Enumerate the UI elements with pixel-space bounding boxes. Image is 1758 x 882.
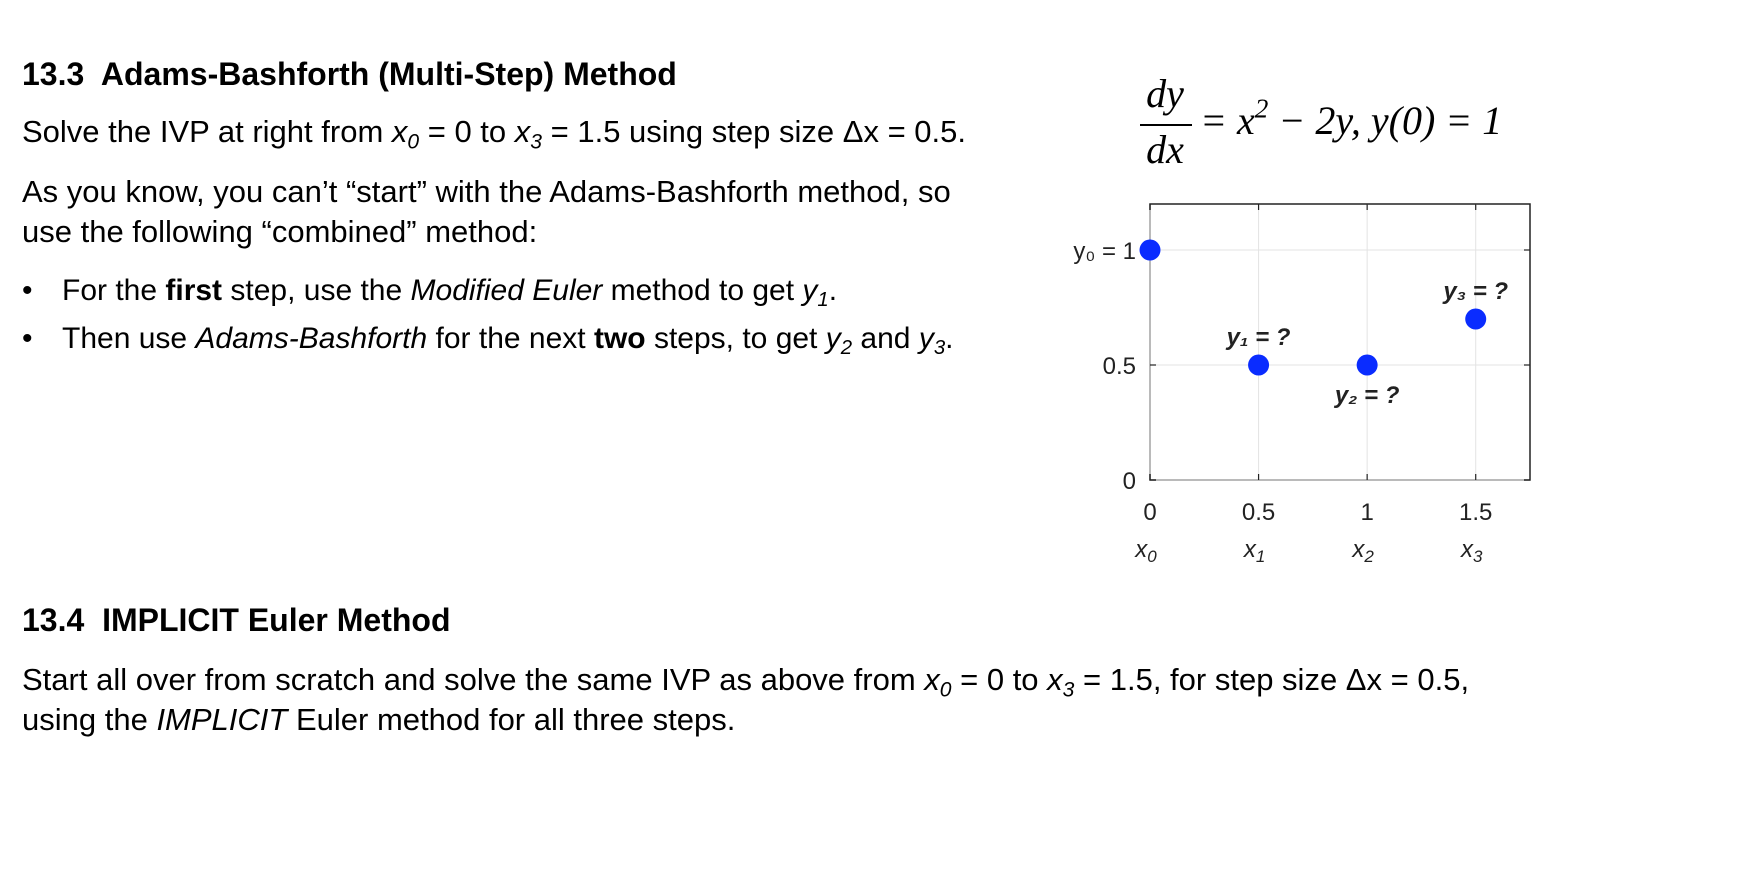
x0-subscript: 0 — [939, 678, 952, 702]
text-segment: method to get — [602, 274, 803, 307]
x-symbol-subscript: 3 — [1472, 547, 1483, 566]
fraction-numerator: dy — [1146, 71, 1184, 116]
plot-frame — [1150, 204, 1530, 480]
y3-subscript: 3 — [933, 337, 946, 360]
text-segment: = 0.5. — [878, 114, 966, 149]
section-number: 13.3 — [22, 56, 85, 92]
emphasis-bold: first — [165, 274, 223, 307]
x-tick-label: 1.5 — [1459, 499, 1493, 526]
x3-symbol: x — [514, 114, 531, 149]
text-segment: step, use the — [222, 274, 411, 307]
x-tick-label: 0 — [1143, 499, 1157, 526]
emphasis-bold: two — [593, 322, 646, 355]
text-segment: and — [852, 322, 919, 355]
y-tick-label: 0 — [1122, 468, 1136, 495]
x-symbol-label: $x_3$ — [1460, 536, 1483, 566]
ivp-scatter-chart — [1040, 190, 1660, 570]
paragraph-line: As you know, you can’t “start” with the Adams-Bashforth method, so — [22, 174, 951, 209]
text-segment: = 1.5, for step size — [1074, 662, 1346, 697]
method-name: Modified Euler — [410, 274, 603, 307]
x3-subscript: 3 — [1062, 678, 1075, 702]
text-segment: = 0.5, — [1382, 662, 1470, 697]
text-segment: . — [828, 274, 838, 307]
x-symbol-subscript: 0 — [1147, 547, 1157, 566]
text-segment: . — [945, 322, 954, 355]
bullet-item — [22, 322, 954, 360]
data-point — [1465, 309, 1486, 330]
paragraph-line: use the following “combined” method: — [22, 214, 538, 249]
data-point — [1248, 355, 1269, 376]
text-segment: Then use — [62, 322, 196, 355]
section-title: IMPLICIT Euler Method — [102, 602, 451, 638]
section-13-3-heading — [22, 56, 677, 93]
x-symbol-subscript: 1 — [1255, 547, 1266, 566]
point-label: y₁ = ? — [1226, 324, 1291, 351]
section-number: 13.4 — [22, 602, 85, 638]
x3-symbol: x — [1047, 662, 1063, 697]
y-tick-labels — [1073, 238, 1136, 495]
x-symbol-label: $x_0$ — [1135, 536, 1157, 566]
equation-part: − 2y, y(0) = 1 — [1268, 98, 1503, 143]
method-name: Adams-Bashforth — [195, 322, 428, 355]
x-tick-label: 0.5 — [1241, 499, 1276, 526]
section-title: Adams-Bashforth (Multi-Step) Method — [100, 56, 677, 92]
x0-symbol: x — [924, 662, 940, 697]
x-tick-labels — [1134, 499, 1492, 566]
y-tick-label: y₀ = 1 — [1073, 238, 1136, 265]
delta-x-symbol: Δx — [1345, 662, 1383, 697]
text-segment: using the — [22, 702, 157, 737]
text-segment: Euler method for all three steps. — [287, 702, 736, 737]
x-symbol-label: $x_1$ — [1243, 536, 1266, 566]
text-segment: = 0 to — [951, 662, 1048, 697]
problem-statement — [22, 662, 1470, 702]
equation-part: = x — [1200, 98, 1255, 143]
y1-symbol: y — [802, 274, 818, 307]
text-segment: For the — [62, 274, 166, 307]
section-13-4-heading — [22, 602, 451, 639]
delta-x-symbol: Δx — [842, 114, 879, 149]
exponent: 2 — [1254, 93, 1269, 124]
y1-subscript: 1 — [817, 289, 829, 312]
point-label: y₃ = ? — [1443, 278, 1509, 305]
data-point — [1357, 355, 1378, 376]
bullet-dot: • — [22, 322, 33, 355]
y2-subscript: 2 — [840, 337, 853, 360]
fraction-denominator: dx — [1146, 127, 1184, 172]
x0-symbol: x — [391, 114, 408, 149]
text-segment: steps, to get — [645, 322, 826, 355]
x-symbol-label: $x_2$ — [1352, 536, 1374, 566]
text-segment: = 0 to — [419, 114, 515, 149]
x-tick-label: 1 — [1360, 499, 1374, 526]
text-segment: Solve the IVP at right from — [22, 114, 392, 149]
bullet-item — [22, 274, 838, 312]
problem-statement-line2 — [22, 702, 735, 738]
text-segment: for the next — [427, 322, 594, 355]
method-name: IMPLICIT — [156, 702, 288, 737]
fraction-bar — [1140, 124, 1192, 126]
problem-statement — [22, 114, 966, 154]
y2-symbol: y — [825, 322, 841, 355]
x0-subscript: 0 — [407, 130, 420, 154]
bullet-dot: • — [22, 274, 33, 307]
point-label: y₂ = ? — [1334, 382, 1400, 409]
data-point — [1140, 240, 1161, 261]
x3-subscript: 3 — [530, 130, 543, 154]
y-tick-label: 0.5 — [1102, 353, 1136, 380]
text-segment: = 1.5 using step size — [542, 114, 843, 149]
text-segment: Start all over from scratch and solve the same IVP as above from — [22, 662, 925, 697]
x-symbol-subscript: 2 — [1364, 547, 1374, 566]
y3-symbol: y — [918, 322, 934, 355]
equation-rhs — [1200, 93, 1503, 144]
